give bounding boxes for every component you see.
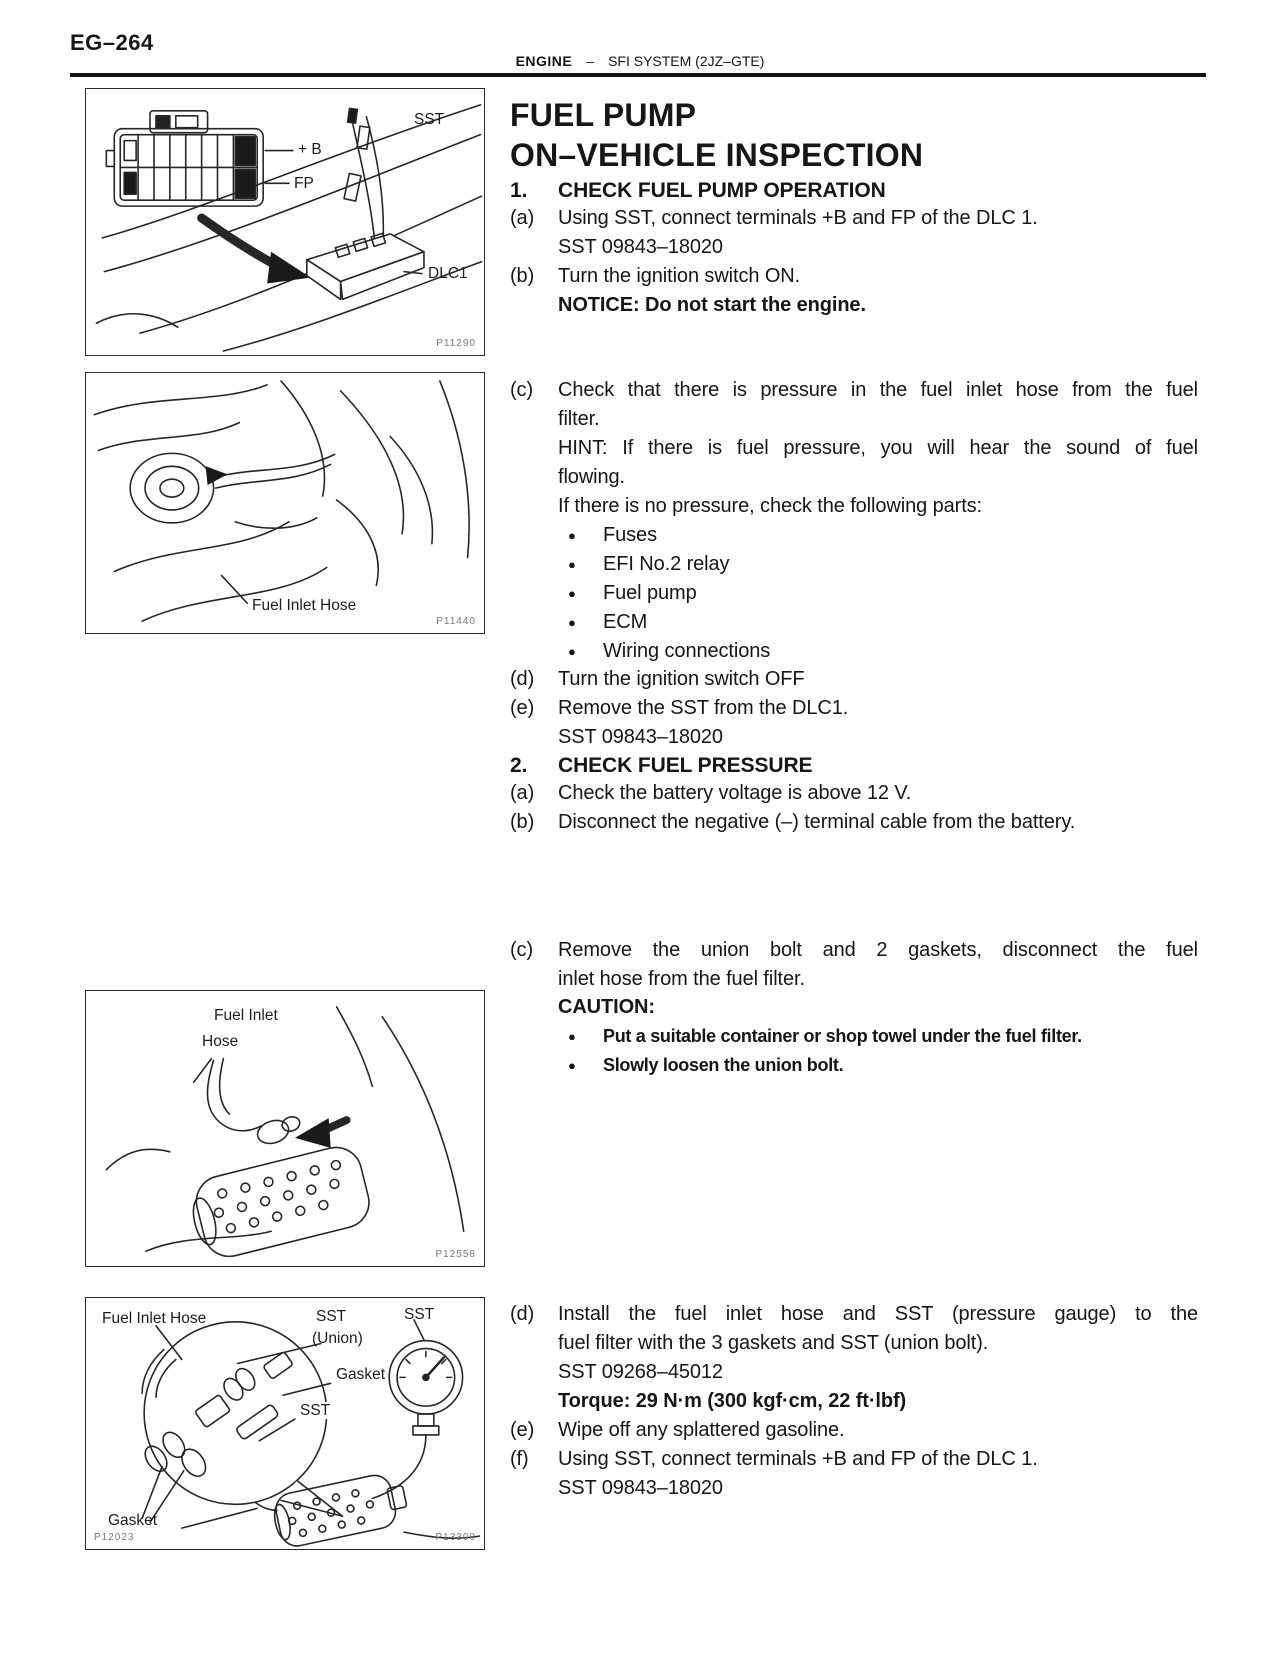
step-label: (a) [510, 207, 535, 229]
caution-item [510, 1022, 1198, 1051]
step-text: Wipe off any splattered gasoline. [558, 1419, 845, 1441]
step-text: Disconnect the negative (–) terminal cable from the battery. [558, 811, 1076, 833]
bullet-icon: ● [568, 586, 576, 601]
step-1e [510, 694, 1198, 723]
step-1c-hint-line1 [510, 434, 1198, 463]
figure-fuel-filter-disconnect [85, 990, 485, 1267]
step-label: (e) [510, 697, 535, 719]
torque-spec: Torque: 29 N·m (300 kgf·cm, 22 ft·lbf) [558, 1390, 907, 1412]
fig1-label-dlc1: DLC1 [428, 265, 468, 282]
checklist-item [510, 521, 1198, 550]
fig2-code: P11440 [436, 616, 476, 627]
checklist-item [510, 550, 1198, 579]
fuel-inlet-hose-illustration [86, 373, 484, 633]
page-title-line1: FUEL PUMP [510, 97, 697, 133]
dlc1-connection-illustration [86, 89, 484, 355]
hint-text: HINT: If there is fuel pressure, you will hear the sound of fuel [558, 437, 1198, 459]
checklist-item-label: EFI No.2 relay [603, 553, 730, 575]
step-1b-notice [510, 291, 1198, 320]
step-text: Using SST, connect terminals +B and FP of the DLC 1. [558, 1448, 1038, 1470]
step-label-spacer [510, 993, 558, 1022]
step-2b [510, 808, 1198, 837]
figure-dlc1-sst-connection [85, 88, 485, 356]
sst-number: SST 09843–18020 [558, 1477, 723, 1499]
caution-item-text: Slowly loosen the union bolt. [603, 1055, 844, 1075]
step-2d-line1 [510, 1300, 1198, 1329]
section-number: 1. [510, 179, 528, 202]
step-1d [510, 665, 1198, 694]
caution-item-text: Put a suitable container or shop towel under the fuel filter. [603, 1026, 1082, 1046]
fig4-label-gasket-top: Gasket [336, 1366, 386, 1383]
step-label-spacer [510, 1474, 558, 1503]
step-text: fuel filter with the 3 gaskets and SST (union bolt). [558, 1332, 989, 1354]
section-title: CHECK FUEL PUMP OPERATION [558, 179, 886, 202]
bullet-icon: ● [568, 557, 576, 572]
fig3-code: P12558 [435, 1249, 476, 1260]
fig4-label-gasket-bottom: Gasket [108, 1512, 158, 1529]
checklist-item-label: ECM [603, 611, 648, 633]
running-header-title: SFI SYSTEM (2JZ–GTE) [608, 53, 765, 69]
step-label-spacer [510, 723, 558, 752]
fig4-code-left: P12023 [94, 1532, 135, 1543]
step-label: (d) [510, 1303, 535, 1325]
caution-heading [510, 993, 1198, 1022]
fig4-code-right: P13300 [435, 1532, 476, 1543]
fig2-label-fuel-inlet-hose: Fuel Inlet Hose [252, 597, 357, 614]
step-2d-torque [510, 1387, 1198, 1416]
step-label-spacer [510, 405, 558, 434]
step-2f [510, 1445, 1198, 1474]
fig1-code: P11290 [436, 338, 476, 349]
bullet-icon: ● [568, 615, 576, 630]
notice-text: NOTICE: Do not start the engine. [558, 294, 866, 316]
fig3-label-fuel-inlet: Fuel Inlet [214, 1007, 278, 1024]
bullet-icon: ● [568, 644, 576, 659]
sst-number: SST 09843–18020 [558, 726, 723, 748]
figure-sst-pressure-gauge [85, 1297, 485, 1550]
sst-number: SST 09268–45012 [558, 1361, 723, 1383]
sst-number: SST 09843–18020 [558, 236, 723, 258]
fig1-label-sst: SST [414, 111, 445, 128]
fig4-label-fuel-inlet-hose: Fuel Inlet Hose [102, 1310, 207, 1327]
step-label: (c) [510, 939, 534, 961]
step-label: (a) [510, 782, 535, 804]
checklist-item [510, 579, 1198, 608]
step-label-spacer [510, 1387, 558, 1416]
step-2c-line2 [510, 965, 1198, 994]
step-label: (f) [510, 1448, 529, 1470]
fig3-label-hose: Hose [202, 1033, 239, 1050]
step-1c-line5 [510, 492, 1198, 521]
checklist-item-label: Fuel pump [603, 582, 697, 604]
step-text: Check that there is pressure in the fuel inlet hose from the fuel [558, 379, 1198, 401]
step-2e [510, 1416, 1198, 1445]
section-title: CHECK FUEL PRESSURE [558, 754, 813, 777]
step-label-spacer [510, 233, 558, 262]
step-1a [510, 204, 1198, 233]
step-label-spacer [510, 965, 558, 994]
step-1c-line2 [510, 405, 1198, 434]
step-text: Remove the union bolt and 2 gaskets, disconnect the fuel [558, 939, 1198, 961]
checklist-item [510, 637, 1198, 666]
fuel-filter-illustration [86, 991, 484, 1266]
step-text: Using SST, connect terminals +B and FP of the DLC 1. [558, 207, 1038, 229]
step-label: (b) [510, 811, 535, 833]
step-1c-hint-line2 [510, 463, 1198, 492]
step-label: (e) [510, 1419, 535, 1441]
step-2f-sst [510, 1474, 1198, 1503]
running-header-section: ENGINE [515, 53, 573, 69]
checklist-item-label: Wiring connections [603, 640, 771, 662]
step-text: Turn the ignition switch ON. [558, 265, 801, 287]
step-2d-sst [510, 1358, 1198, 1387]
step-label-spacer [510, 463, 558, 492]
caution-item [510, 1051, 1198, 1080]
step-label-spacer [510, 492, 558, 521]
fig4-label-sst-union-1: SST [316, 1308, 347, 1325]
step-2a [510, 779, 1198, 808]
header-rule [70, 73, 1206, 77]
caution-title: CAUTION: [558, 996, 655, 1018]
step-2c-line1 [510, 936, 1198, 965]
step-1e-sst [510, 723, 1198, 752]
step-label-spacer [510, 1358, 558, 1387]
step-label-spacer [510, 291, 558, 320]
section-2-heading [510, 751, 1198, 780]
step-1c-line1 [510, 376, 1198, 405]
step-text: filter. [558, 408, 600, 430]
section-1-heading [510, 176, 1198, 205]
step-1a-sst [510, 233, 1198, 262]
step-text: Remove the SST from the DLC1. [558, 697, 849, 719]
step-1b [510, 262, 1198, 291]
figure-fuel-inlet-hose-check [85, 372, 485, 634]
fig4-label-sst-center: SST [300, 1402, 331, 1419]
step-label-spacer [510, 434, 558, 463]
step-text: Check the battery voltage is above 12 V. [558, 782, 912, 804]
page-number: EG–264 [70, 30, 154, 55]
step-2d-line2 [510, 1329, 1198, 1358]
step-text: If there is no pressure, check the following parts: [558, 495, 983, 517]
step-label: (d) [510, 668, 535, 690]
running-header-separator: – [586, 53, 595, 69]
fig1-label-fp: FP [294, 175, 314, 192]
page-title-line2: ON–VEHICLE INSPECTION [510, 137, 924, 173]
fig4-label-sst-gauge: SST [404, 1306, 435, 1323]
section-number: 2. [510, 754, 528, 777]
bullet-icon: ● [568, 528, 576, 543]
step-label-spacer [510, 1329, 558, 1358]
step-label: (b) [510, 265, 535, 287]
step-text: inlet hose from the fuel filter. [558, 968, 805, 990]
running-header [0, 53, 1280, 69]
checklist-item [510, 608, 1198, 637]
bullet-icon: ● [568, 1058, 576, 1073]
fig1-label-plus-b: + B [298, 141, 322, 158]
step-label: (c) [510, 379, 534, 401]
hint-text: flowing. [558, 466, 626, 488]
checklist-item-label: Fuses [603, 524, 657, 546]
bullet-icon: ● [568, 1029, 576, 1044]
step-text: Turn the ignition switch OFF [558, 668, 805, 690]
step-text: Install the fuel inlet hose and SST (pressure gauge) to the [558, 1303, 1198, 1325]
fig4-label-sst-union-2: (Union) [312, 1330, 363, 1347]
